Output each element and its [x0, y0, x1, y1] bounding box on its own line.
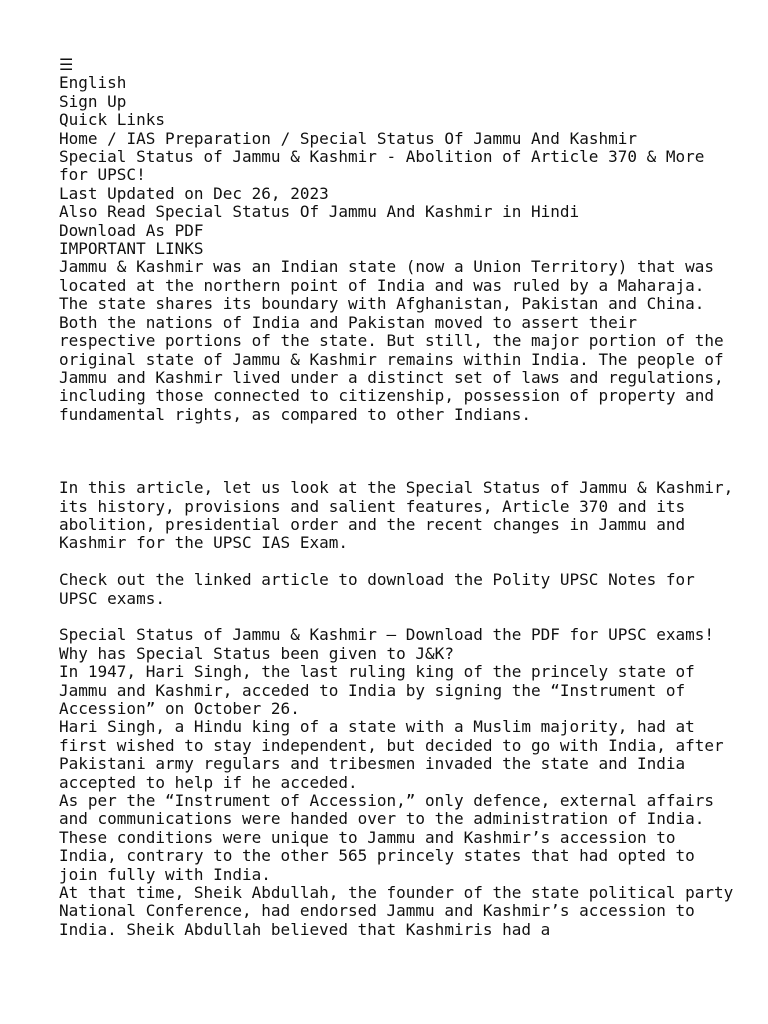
history-paragraph-3: As per the “Instrument of Accession,” only defence, external affairs and communications were handed over to the administration of India. These conditions were unique to Jammu and Kashmir’s accession to India, contrary to the other 565 princely states that had opted to join fully with India. — [59, 791, 724, 884]
breadcrumb-current: Special Status Of Jammu And Kashmir — [299, 128, 637, 148]
last-updated: Last Updated on Dec 26, 2023 — [59, 183, 329, 203]
breadcrumb — [59, 130, 739, 148]
download-pdf-button[interactable]: Download As PDF — [59, 220, 204, 240]
breadcrumb-home[interactable]: Home — [59, 128, 98, 148]
section-heading-why: Why has Special Status been given to J&K? — [59, 643, 454, 663]
breadcrumb-separator: / — [270, 128, 300, 148]
important-links-heading[interactable]: IMPORTANT LINKS — [59, 239, 204, 259]
language-selector[interactable]: English — [59, 73, 127, 93]
history-paragraph-1: In 1947, Hari Singh, the last ruling king of the princely state of Jammu and Kashmir, acceded to India by signing the “Instrument of Accession” on October 26. — [59, 662, 705, 718]
also-read-hindi-link[interactable]: Also Read Special Status Of Jammu And Kashmir in Hindi — [59, 202, 580, 222]
intro-paragraph: Jammu & Kashmir was an Indian state (now a Union Territory) that was located at the northern point of India and was ruled by a Maharaja. The state shares its boundary with Afghanistan, Pakistan and China. Both the nations of India and Pakistan moved to assert their respective portions of the state. But still, the major portion of the original state of Jammu & Kashmir remains within India. The people of Jammu and Kashmir lived under a distinct set of laws and regulations, including those connected to citizenship, possession of property and fundamental rights, as compared to other Indians. — [59, 257, 734, 424]
breadcrumb-ias-preparation[interactable]: IAS Preparation — [126, 128, 271, 148]
signup-link[interactable]: Sign Up — [59, 91, 127, 111]
download-pdf-link[interactable]: Special Status of Jammu & Kashmir – Download the PDF for UPSC exams! — [59, 625, 715, 645]
breadcrumb-separator: / — [97, 128, 127, 148]
page-title: Special Status of Jammu & Kashmir - Abolition of Article 370 & More for UPSC! — [59, 147, 715, 185]
overview-paragraph: In this article, let us look at the Special Status of Jammu & Kashmir, its history, provisions and salient features, Article 370 and its abolition, presidential order and the recent changes in Jammu and Kashmir for the UPSC IAS Exam. — [59, 478, 743, 553]
page-content — [59, 55, 743, 939]
hamburger-menu-icon[interactable]: ☰ — [59, 55, 74, 74]
section-gap — [59, 424, 739, 479]
history-paragraph-2: Hari Singh, a Hindu king of a state with a Muslim majority, had at first wished to stay independent, but decided to go with India, after Pakistani army regulars and tribesmen invaded the state and India accepted to help if he acceded. — [59, 717, 734, 792]
quick-links-menu[interactable]: Quick Links — [59, 110, 165, 130]
history-paragraph-4: At that time, Sheik Abdullah, the founder of the state political party National Conference, had endorsed Jammu and Kashmir’s accession to India. Sheik Abdullah believed that Kashmiris had a — [59, 883, 743, 939]
polity-notes-paragraph: Check out the linked article to download the Polity UPSC Notes for UPSC exams. — [59, 570, 705, 608]
